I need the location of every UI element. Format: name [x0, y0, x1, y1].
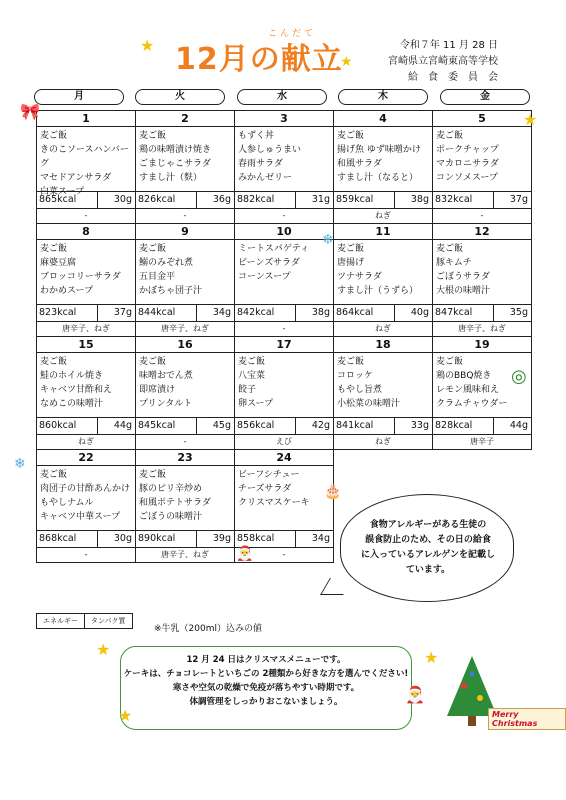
notice-line: 体調管理をしっかりおこないましょう。 — [189, 697, 343, 707]
allergy-text: 唐辛子 — [470, 437, 494, 446]
allergy-text: えび — [276, 437, 292, 446]
allergy-text: - — [84, 211, 88, 220]
menu-item: ミートスパゲティ — [238, 244, 310, 254]
nutrition-row — [235, 304, 333, 321]
day-number: 22 — [37, 450, 135, 466]
allergy-text: 唐辛子、ねぎ — [62, 324, 110, 333]
allergy-text: ねぎ — [375, 437, 391, 446]
protein-value: 34g — [311, 533, 330, 544]
milk-note: ※牛乳（200ml）込みの値 — [154, 624, 262, 634]
allergy-text: - — [282, 211, 286, 220]
energy-value: 860kcal — [37, 418, 98, 434]
day-number: 2 — [136, 111, 234, 127]
ribbon-icon: 🎀 — [20, 102, 40, 121]
allergy-cell — [433, 322, 532, 337]
protein-value: 38g — [410, 194, 429, 205]
week-row — [37, 224, 532, 322]
day-cell — [136, 224, 235, 322]
bubble-line: 食物アレルギーがある生徒の — [369, 520, 487, 530]
menu-item: 麦ご飯 — [436, 357, 464, 367]
allergy-cell — [235, 435, 334, 450]
menu-item: マセドアンサラダ — [40, 173, 112, 183]
day-cell — [37, 337, 136, 435]
menu-item: ブロッコリーサラダ — [40, 272, 121, 282]
weekday-thu: 木 — [338, 89, 428, 105]
menu-item: マカロニサラダ — [436, 159, 499, 169]
allergy-text: - — [282, 324, 286, 333]
nutrition-row — [136, 530, 234, 547]
week-row — [37, 111, 532, 209]
nutrition-row — [37, 417, 135, 434]
weekday-tue: 火 — [135, 89, 225, 105]
menu-item: 五目金平 — [139, 272, 176, 282]
energy-value: 882kcal — [235, 192, 296, 208]
star-icon: ★ — [523, 110, 538, 129]
allergy-cell — [136, 209, 235, 224]
protein-value: 35g — [509, 307, 528, 318]
day-number: 11 — [334, 224, 432, 240]
menu-items — [334, 127, 432, 191]
snowflake-icon: ❄ — [14, 456, 26, 472]
menu-item: なめこの味噌汁 — [40, 399, 104, 409]
menu-items — [334, 353, 432, 417]
allergy-text: - — [282, 550, 286, 559]
day-cell — [136, 450, 235, 548]
star-icon: ★ — [340, 54, 353, 70]
menu-items — [235, 353, 333, 417]
menu-item: キャベツ中華スープ — [40, 512, 121, 522]
energy-value: 844kcal — [136, 305, 197, 321]
menu-items — [433, 127, 531, 191]
allergy-cell — [334, 435, 433, 450]
allergy-cell — [334, 209, 433, 224]
menu-item: コロッケ — [337, 371, 373, 381]
energy-value: 832kcal — [433, 192, 494, 208]
energy-value: 858kcal — [235, 531, 296, 547]
allergy-text: 唐辛子、ねぎ — [161, 324, 209, 333]
allergy-text: 唐辛子、ねぎ — [458, 324, 506, 333]
day-number: 24 — [235, 450, 333, 466]
day-number: 17 — [235, 337, 333, 353]
legend-energy: エネルギー — [37, 614, 85, 628]
school-name: 宮崎県立宮崎東高等学校 — [388, 56, 498, 67]
energy-value: 856kcal — [235, 418, 296, 434]
allergy-text: - — [183, 437, 187, 446]
menu-items — [37, 353, 135, 417]
allergy-cell — [235, 209, 334, 224]
menu-item: 豚キムチ — [436, 258, 472, 268]
menu-item: ビーフシチュー — [238, 470, 300, 480]
allergy-row — [37, 322, 532, 337]
menu-item: 鶏のBBQ焼き — [436, 371, 492, 381]
menu-items — [235, 127, 333, 191]
bubble-line: ています。 — [405, 565, 451, 575]
santa-icon: 🎅 — [236, 546, 254, 562]
nutrition-row — [136, 304, 234, 321]
day-cell — [37, 111, 136, 209]
menu-item: 麦ご飯 — [139, 131, 167, 141]
notice-line: ケーキは、チョコレートといちごの 2種類から好きな方を選んでください! — [123, 669, 409, 679]
menu-item: 鮭のホイル焼き — [40, 371, 104, 381]
nutrition-row — [37, 304, 135, 321]
menu-item: わかめスープ — [40, 286, 94, 296]
star-icon: ★ — [140, 36, 155, 55]
day-number: 19 — [433, 337, 531, 353]
day-cell — [235, 224, 334, 322]
menu-item: 小松菜の味噌汁 — [337, 399, 401, 409]
allergy-cell — [433, 435, 532, 450]
menu-item: 麻婆豆腐 — [40, 258, 77, 268]
weekday-mon: 月 — [34, 89, 124, 105]
day-number: 18 — [334, 337, 432, 353]
menu-item: 豚のピリ辛炒め — [139, 484, 203, 494]
energy-value: 842kcal — [235, 305, 296, 321]
protein-value: 33g — [410, 420, 429, 431]
day-cell — [334, 111, 433, 209]
menu-item: 肉団子の甘酢あんかけ — [40, 484, 131, 494]
day-number: 4 — [334, 111, 432, 127]
header-info — [368, 38, 498, 86]
menu-items — [334, 240, 432, 304]
title-ruby: こんだて — [268, 29, 317, 39]
menu-item: キャベツ甘酢和え — [40, 385, 113, 395]
allergy-cell — [136, 435, 235, 450]
cake-icon: 🎂 — [324, 484, 342, 500]
protein-value: 44g — [509, 420, 528, 431]
menu-item: 大根の味噌汁 — [436, 286, 491, 296]
menu-items — [136, 127, 234, 191]
menu-item: 八宝菜 — [238, 371, 266, 381]
menu-item: ポークチャップ — [436, 145, 499, 155]
day-cell — [37, 450, 136, 548]
protein-value: 36g — [212, 194, 231, 205]
day-cell — [433, 111, 532, 209]
day-number: 1 — [37, 111, 135, 127]
allergy-text: - — [183, 211, 187, 220]
menu-item: 餃子 — [238, 385, 257, 395]
menu-item: もやしナムル — [40, 498, 94, 508]
nutrition-row — [235, 530, 333, 547]
menu-item: かぼちゃ団子汁 — [139, 286, 203, 296]
menu-item: チーズサラダ — [238, 484, 292, 494]
legend-box — [36, 613, 133, 629]
nutrition-row — [433, 417, 531, 434]
day-cell — [235, 450, 334, 548]
protein-value: 37g — [509, 194, 528, 205]
day-cell — [235, 111, 334, 209]
menu-item: 卵スープ — [238, 399, 274, 409]
menu-items — [136, 240, 234, 304]
protein-value: 39g — [212, 533, 231, 544]
menu-item: コーンスープ — [238, 272, 291, 282]
weekday-fri: 金 — [440, 89, 530, 105]
protein-value: 45g — [212, 420, 231, 431]
nutrition-row — [136, 191, 234, 208]
allergy-cell — [136, 548, 235, 563]
energy-value: 828kcal — [433, 418, 494, 434]
weekday-wed: 水 — [237, 89, 327, 105]
day-number: 9 — [136, 224, 234, 240]
notice-line: 12 月 24 日はクリスマスメニューです。 — [186, 655, 346, 665]
merry-christmas-sign: Merry Christmas — [488, 708, 566, 730]
allergy-cell — [136, 322, 235, 337]
allergy-bubble-text — [358, 518, 498, 578]
menu-item: 春雨サラダ — [238, 159, 283, 169]
energy-value: 864kcal — [334, 305, 395, 321]
energy-value: 847kcal — [433, 305, 494, 321]
christmas-notice — [120, 646, 412, 730]
allergy-cell — [334, 322, 433, 337]
day-cell — [136, 111, 235, 209]
legend-protein: タンパク質 — [91, 617, 126, 625]
star-icon: ★ — [424, 648, 439, 667]
protein-value: 42g — [311, 420, 330, 431]
menu-item: 鰯のみぞれ煮 — [139, 258, 194, 268]
day-number: 23 — [136, 450, 234, 466]
day-cell — [334, 337, 433, 435]
nutrition-row — [37, 191, 135, 208]
day-cell — [37, 224, 136, 322]
day-number: 3 — [235, 111, 333, 127]
menu-item: すまし汁（うずら） — [337, 286, 419, 296]
menu-item: 麦ご飯 — [238, 357, 266, 367]
protein-value: 38g — [311, 307, 330, 318]
menu-items — [235, 240, 333, 304]
bubble-line: に入っているアレルゲンを記載し — [360, 550, 496, 560]
energy-value: 845kcal — [136, 418, 197, 434]
energy-value: 841kcal — [334, 418, 395, 434]
allergy-text: ねぎ — [375, 211, 391, 220]
menu-item: 白菜スープ — [40, 187, 85, 197]
menu-item: プリンタルト — [139, 399, 193, 409]
menu-item: 麦ご飯 — [436, 131, 464, 141]
nutrition-row — [235, 191, 333, 208]
allergy-cell — [37, 209, 136, 224]
protein-value: 40g — [410, 307, 429, 318]
menu-item: ツナサラダ — [337, 272, 382, 282]
day-cell — [334, 224, 433, 322]
week-row — [37, 337, 532, 435]
day-cell — [433, 224, 532, 322]
day-number: 15 — [37, 337, 135, 353]
menu-item: 麦ご飯 — [139, 470, 167, 480]
menu-item: 麦ご飯 — [40, 131, 68, 141]
menu-items — [136, 466, 234, 530]
issue-date: 令和７年 11 月 28 日 — [399, 40, 498, 51]
menu-item: 麦ご飯 — [40, 244, 68, 254]
allergy-cell — [37, 548, 136, 563]
star-icon: ★ — [118, 706, 133, 725]
menu-item: 和風ポテトサラダ — [139, 498, 211, 508]
weekday-row — [34, 89, 532, 105]
nutrition-row — [334, 417, 432, 434]
bubble-tail — [320, 578, 353, 595]
energy-value: 868kcal — [37, 531, 98, 547]
nutrition-row — [136, 417, 234, 434]
allergy-row — [37, 435, 532, 450]
protein-value: 31g — [311, 194, 330, 205]
protein-value: 30g — [113, 533, 132, 544]
menu-item: もずく丼 — [238, 131, 275, 141]
menu-item: すまし汁（麩） — [139, 173, 203, 183]
nutrition-row — [235, 417, 333, 434]
menu-item: ごぼうの味噌汁 — [139, 512, 203, 522]
day-number: 5 — [433, 111, 531, 127]
nutrition-row — [334, 304, 432, 321]
snowflake-icon: ❄ — [322, 232, 334, 248]
santa-icon: 🎅 — [405, 685, 425, 704]
menu-item: 麦ご飯 — [337, 244, 365, 254]
day-cell — [235, 337, 334, 435]
nutrition-row — [433, 304, 531, 321]
allergy-row — [37, 209, 532, 224]
energy-value: 865kcal — [37, 192, 98, 208]
nutrition-row — [334, 191, 432, 208]
protein-value: 37g — [113, 307, 132, 318]
star-icon: ★ — [96, 640, 111, 659]
menu-item: 麦ご飯 — [436, 244, 464, 254]
menu-item: きのこソースハンバーグ — [40, 145, 129, 169]
protein-value: 44g — [113, 420, 132, 431]
nutrition-row — [37, 530, 135, 547]
allergy-text: - — [84, 550, 88, 559]
menu-item: クリスマスケーキ — [238, 498, 310, 508]
menu-item: 麦ご飯 — [40, 470, 68, 480]
notice-line: 寒さや空気の乾燥で免疫が落ちやすい時期です。 — [172, 683, 360, 693]
menu-item: 麦ご飯 — [337, 357, 365, 367]
menu-item: クラムチャウダー — [436, 399, 508, 409]
menu-item: ビーンズサラダ — [238, 258, 300, 268]
menu-items — [37, 127, 135, 197]
menu-item: 麦ご飯 — [139, 357, 167, 367]
menu-items — [37, 466, 135, 530]
menu-items — [136, 353, 234, 417]
day-number: 8 — [37, 224, 135, 240]
menu-item: レモン風味和え — [436, 385, 500, 395]
allergy-cell — [37, 322, 136, 337]
menu-item: 麦ご飯 — [337, 131, 365, 141]
energy-value: 859kcal — [334, 192, 395, 208]
menu-item: 和風サラダ — [337, 159, 382, 169]
menu-items — [433, 240, 531, 304]
menu-item: もやし旨煮 — [337, 385, 383, 395]
committee-name: 給 食 委 員 会 — [408, 72, 498, 83]
allergy-cell — [235, 322, 334, 337]
day-number: 10 — [235, 224, 333, 240]
menu-item: 味噌おでん煮 — [139, 371, 193, 381]
menu-item: すまし汁（なると） — [337, 173, 419, 183]
page-title: 12月の献立 — [175, 42, 343, 77]
energy-value: 890kcal — [136, 531, 197, 547]
day-cell — [136, 337, 235, 435]
protein-value: 30g — [113, 194, 132, 205]
allergy-cell — [37, 435, 136, 450]
menu-item: 麦ご飯 — [139, 244, 167, 254]
menu-items — [235, 466, 333, 530]
menu-item: 即席漬け — [139, 385, 176, 395]
day-number: 16 — [136, 337, 234, 353]
menu-item: ごぼうサラダ — [436, 272, 490, 282]
menu-grid — [36, 110, 532, 563]
nutrition-row — [433, 191, 531, 208]
bubble-line: 誤食防止のため、その日の給食 — [365, 535, 491, 545]
menu-item: 鶏の味噌漬け焼き — [139, 145, 212, 155]
energy-value: 826kcal — [136, 192, 197, 208]
menu-item: 揚げ魚 ゆず味噌かけ — [337, 145, 421, 155]
day-number: 12 — [433, 224, 531, 240]
menu-item: ごまじゃこサラダ — [139, 159, 211, 169]
menu-item: 唐揚げ — [337, 258, 365, 268]
menu-item: 人参しゅうまい — [238, 145, 302, 155]
menu-item: コンソメスープ — [436, 173, 498, 183]
wreath-icon: ◎ — [511, 366, 527, 387]
allergy-text: - — [480, 211, 484, 220]
protein-value: 34g — [212, 307, 231, 318]
allergy-text: ねぎ — [375, 324, 391, 333]
allergy-text: 唐辛子、ねぎ — [161, 550, 209, 559]
menu-items — [37, 240, 135, 304]
menu-item: みかんゼリー — [238, 173, 293, 183]
menu-item: 麦ご飯 — [40, 357, 68, 367]
energy-value: 823kcal — [37, 305, 98, 321]
allergy-cell — [433, 209, 532, 224]
allergy-text: ねぎ — [78, 437, 94, 446]
